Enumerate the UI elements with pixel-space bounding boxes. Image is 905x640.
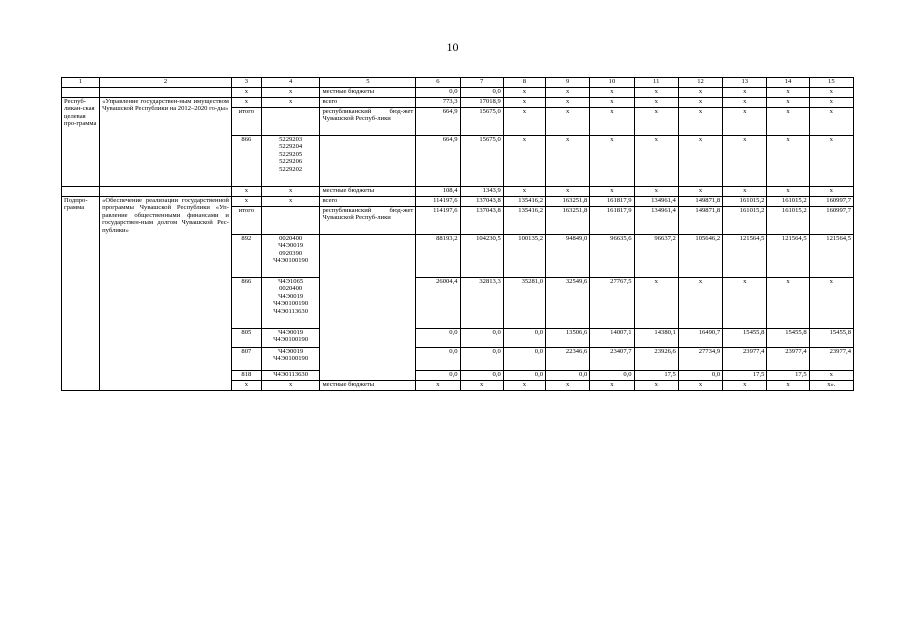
budget-source: республиканский бюд-жет Чувашской Респуб-лики: [320, 108, 416, 136]
value-cell: 104230,5: [460, 235, 503, 278]
value-cell: х: [678, 136, 722, 187]
value-cell: х: [767, 136, 809, 187]
value-cell: х: [723, 98, 767, 108]
value-cell: 23977,4: [809, 348, 853, 371]
empty-cell: [100, 187, 232, 197]
value-cell: 161817,9: [590, 207, 634, 235]
section-cell: х: [231, 381, 261, 391]
value-cell: 23926,6: [634, 348, 678, 371]
value-cell: х: [503, 88, 545, 98]
value-cell: х: [767, 187, 809, 197]
value-cell: х: [809, 98, 853, 108]
column-number: 14: [767, 78, 809, 88]
value-cell: 137043,8: [460, 197, 503, 207]
program-type: Респуб-ликан-ская целевая про-грамма: [62, 98, 100, 187]
table-row: [62, 98, 854, 108]
budget-source: местные бюджеты: [320, 88, 416, 98]
code-cell: х: [261, 381, 320, 391]
column-number: 4: [261, 78, 320, 88]
value-cell: х: [546, 88, 590, 98]
code-cell: х: [261, 88, 320, 98]
program-type: Подпро-грамма: [62, 197, 100, 391]
section-cell: 818: [231, 371, 261, 381]
value-cell: х: [546, 108, 590, 136]
value-cell: х: [503, 108, 545, 136]
program-title: «Обеспечение реализации государственной программы Чувашской Республики «Уп-равление общественными финансами и государствен-ным долгом Чувашской Рес-публики»: [100, 197, 232, 391]
code-cell: х: [261, 187, 320, 197]
code-cell: 0020400 Ч4Э0019 0920390 Ч4Э0100190: [261, 235, 320, 278]
budget-source: [320, 136, 416, 187]
value-cell: 0,0: [460, 329, 503, 348]
column-number: 9: [546, 78, 590, 88]
table-header-row: [62, 78, 854, 88]
value-cell: 94849,0: [546, 235, 590, 278]
value-cell: х: [723, 136, 767, 187]
value-cell: х: [678, 108, 722, 136]
value-cell: 0,0: [546, 371, 590, 381]
value-cell: х: [678, 88, 722, 98]
value-cell: 135416,2: [503, 197, 545, 207]
table-row: [62, 187, 854, 197]
value-cell: х: [590, 108, 634, 136]
value-cell: 161015,2: [723, 207, 767, 235]
value-cell: 23977,4: [723, 348, 767, 371]
value-cell: х: [590, 381, 634, 391]
code-cell: [261, 108, 320, 136]
empty-cell: [62, 187, 100, 197]
code-cell: [261, 207, 320, 235]
code-cell: Ч4Э1065 0020400 Ч4Э0019 Ч4Э0100190 Ч4Э0113630: [261, 278, 320, 329]
value-cell: х: [634, 381, 678, 391]
code-cell: Ч4Э0113630: [261, 371, 320, 381]
value-cell: х: [460, 381, 503, 391]
value-cell: 96637,2: [634, 235, 678, 278]
value-cell: х: [546, 187, 590, 197]
column-number: 2: [100, 78, 232, 88]
value-cell: х: [767, 98, 809, 108]
value-cell: 14380,1: [634, 329, 678, 348]
budget-source: республиканский бюд-жет Чувашской Респуб-лики: [320, 207, 416, 235]
column-number: 1: [62, 78, 100, 88]
page-number: 10: [446, 40, 459, 54]
value-cell: 163251,8: [546, 207, 590, 235]
value-cell: 13506,6: [546, 329, 590, 348]
value-cell: 134961,4: [634, 197, 678, 207]
value-cell: 27767,5: [590, 278, 634, 329]
value-cell: х: [634, 136, 678, 187]
code-cell: 5229203 5229204 5229205 5229206 5229202: [261, 136, 320, 187]
value-cell: 121564,5: [723, 235, 767, 278]
value-cell: 26004,4: [416, 278, 460, 329]
code-cell: х: [261, 197, 320, 207]
value-cell: 23977,4: [767, 348, 809, 371]
value-cell: 0,0: [503, 371, 545, 381]
value-cell: 100135,2: [503, 235, 545, 278]
value-cell: х: [809, 108, 853, 136]
column-number: 3: [231, 78, 261, 88]
value-cell: 114197,6: [416, 207, 460, 235]
section-cell: итого: [231, 108, 261, 136]
value-cell: 15455,8: [767, 329, 809, 348]
value-cell: х: [809, 88, 853, 98]
value-cell: 149871,8: [678, 197, 722, 207]
value-cell: 134961,4: [634, 207, 678, 235]
value-cell: 163251,8: [546, 197, 590, 207]
code-cell: Ч4Э0019 Ч4Э0100190: [261, 348, 320, 371]
value-cell: х: [809, 371, 853, 381]
value-cell: 15675,0: [460, 108, 503, 136]
empty-cell: [62, 88, 100, 98]
value-cell: 15675,0: [460, 136, 503, 187]
program-title: «Управление государствен-ным имуществом Чувашской Республики на 2012–2020 го-ды»: [100, 98, 232, 187]
section-cell: х: [231, 197, 261, 207]
value-cell: х: [678, 278, 722, 329]
value-cell: 17,5: [723, 371, 767, 381]
value-cell: 17,5: [634, 371, 678, 381]
column-number: 8: [503, 78, 545, 88]
empty-cell: [320, 235, 416, 381]
section-cell: 866: [231, 278, 261, 329]
empty-cell: [100, 88, 232, 98]
value-cell: х: [634, 98, 678, 108]
section-cell: итого: [231, 207, 261, 235]
value-cell: х: [503, 136, 545, 187]
value-cell: 137043,8: [460, 207, 503, 235]
value-cell: 161015,2: [767, 207, 809, 235]
budget-source: местные бюджеты: [320, 381, 416, 391]
value-cell: х: [678, 187, 722, 197]
column-number: 5: [320, 78, 416, 88]
value-cell: х: [634, 88, 678, 98]
budget-source: всего: [320, 197, 416, 207]
value-cell: х: [809, 278, 853, 329]
value-cell: 664,9: [416, 136, 460, 187]
section-cell: 866: [231, 136, 261, 187]
column-number: 15: [809, 78, 853, 88]
value-cell: 23407,7: [590, 348, 634, 371]
value-cell: х: [590, 187, 634, 197]
value-cell: 149871,8: [678, 207, 722, 235]
value-cell: 0,0: [460, 348, 503, 371]
value-cell: х: [503, 381, 545, 391]
value-cell: 0,0: [460, 88, 503, 98]
value-cell: х: [634, 278, 678, 329]
value-cell: 0,0: [416, 371, 460, 381]
value-cell: х: [416, 381, 460, 391]
value-cell: 121564,5: [809, 235, 853, 278]
value-cell: 22346,6: [546, 348, 590, 371]
value-cell: 0,0: [503, 348, 545, 371]
value-cell: 88193,2: [416, 235, 460, 278]
value-cell: 16490,7: [678, 329, 722, 348]
code-cell: х: [261, 98, 320, 108]
value-cell: 96635,6: [590, 235, 634, 278]
section-cell: х: [231, 187, 261, 197]
value-cell: 108,4: [416, 187, 460, 197]
value-cell: х: [767, 278, 809, 329]
section-cell: 805: [231, 329, 261, 348]
value-cell: х: [503, 187, 545, 197]
value-cell: х: [634, 187, 678, 197]
value-cell: х: [678, 381, 722, 391]
value-cell: 664,9: [416, 108, 460, 136]
section-cell: 892: [231, 235, 261, 278]
value-cell: х: [809, 136, 853, 187]
budget-source: всего: [320, 98, 416, 108]
value-cell: 773,3: [416, 98, 460, 108]
value-cell: х: [546, 98, 590, 108]
value-cell: 114197,6: [416, 197, 460, 207]
column-number: 13: [723, 78, 767, 88]
value-cell: 32813,3: [460, 278, 503, 329]
section-cell: х: [231, 88, 261, 98]
value-cell: х: [590, 136, 634, 187]
value-cell: х: [723, 108, 767, 136]
table-row: [62, 88, 854, 98]
section-cell: х: [231, 98, 261, 108]
value-cell: х: [767, 381, 809, 391]
value-cell: 0,0: [416, 348, 460, 371]
column-number: 11: [634, 78, 678, 88]
column-number: 10: [590, 78, 634, 88]
value-cell: 161015,2: [723, 197, 767, 207]
budget-table: [61, 77, 854, 391]
value-cell: 0,0: [503, 329, 545, 348]
value-cell: 15455,8: [723, 329, 767, 348]
value-cell: х».: [809, 381, 853, 391]
value-cell: 161015,2: [767, 197, 809, 207]
value-cell: 14007,1: [590, 329, 634, 348]
value-cell: х: [678, 98, 722, 108]
code-cell: Ч4Э0019 Ч4Э0100190: [261, 329, 320, 348]
value-cell: х: [809, 187, 853, 197]
column-number: 12: [678, 78, 722, 88]
value-cell: 0,0: [460, 371, 503, 381]
value-cell: х: [767, 88, 809, 98]
value-cell: 27734,9: [678, 348, 722, 371]
value-cell: 1343,9: [460, 187, 503, 197]
budget-source: местные бюджеты: [320, 187, 416, 197]
table-row: [62, 197, 854, 207]
value-cell: 0,0: [590, 371, 634, 381]
value-cell: 0,0: [416, 88, 460, 98]
value-cell: 17018,9: [460, 98, 503, 108]
value-cell: х: [546, 381, 590, 391]
value-cell: 135416,2: [503, 207, 545, 235]
value-cell: 0,0: [678, 371, 722, 381]
value-cell: х: [723, 187, 767, 197]
value-cell: х: [590, 88, 634, 98]
value-cell: 0,0: [416, 329, 460, 348]
value-cell: х: [767, 108, 809, 136]
value-cell: 161817,9: [590, 197, 634, 207]
value-cell: 160997,7: [809, 197, 853, 207]
value-cell: х: [546, 136, 590, 187]
value-cell: х: [723, 88, 767, 98]
value-cell: х: [503, 98, 545, 108]
value-cell: 35281,0: [503, 278, 545, 329]
value-cell: х: [590, 98, 634, 108]
section-cell: 807: [231, 348, 261, 371]
value-cell: х: [723, 278, 767, 329]
value-cell: 160997,7: [809, 207, 853, 235]
column-number: 6: [416, 78, 460, 88]
column-number: 7: [460, 78, 503, 88]
value-cell: 32549,6: [546, 278, 590, 329]
value-cell: х: [634, 108, 678, 136]
value-cell: 105646,2: [678, 235, 722, 278]
value-cell: 15455,8: [809, 329, 853, 348]
value-cell: 121564,5: [767, 235, 809, 278]
value-cell: 17,5: [767, 371, 809, 381]
value-cell: х: [723, 381, 767, 391]
